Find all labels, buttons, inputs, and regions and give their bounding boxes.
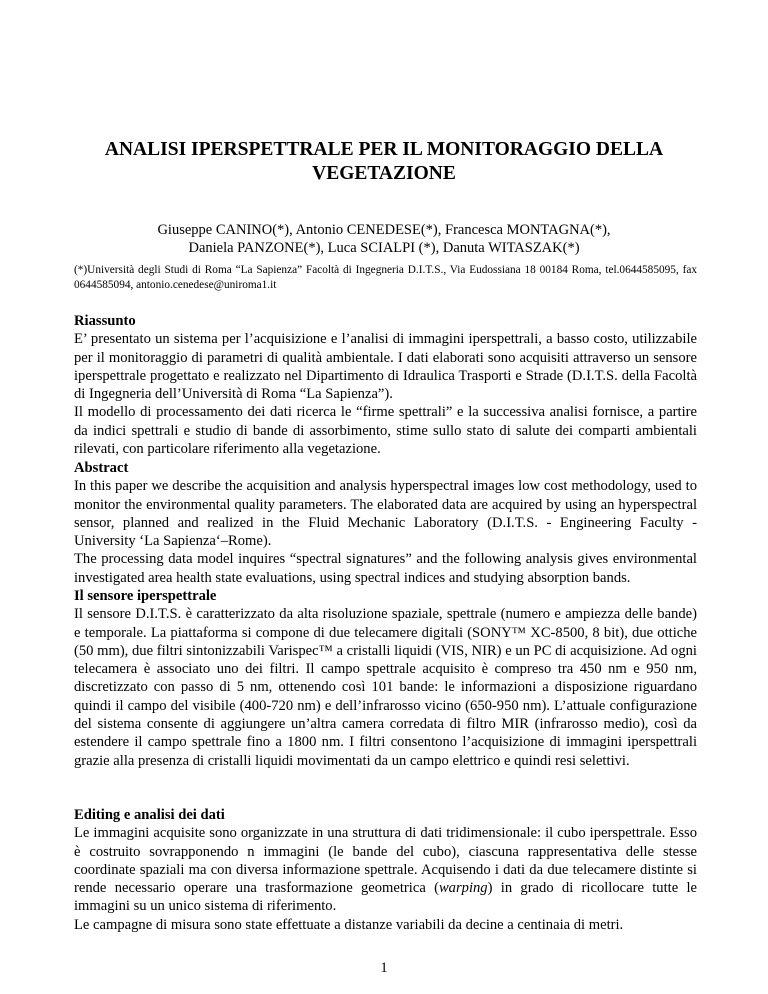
section-heading-sensore: Il sensore iperspettrale [74, 588, 217, 604]
section-riassunto [74, 312, 697, 458]
section-editing [74, 806, 697, 934]
section-heading-editing: Editing e analisi dei dati [74, 807, 225, 823]
section-heading-abstract: Abstract [74, 460, 129, 476]
editing-italic-term: warping [438, 880, 488, 897]
author-list [60, 221, 708, 257]
authors-line-2: Daniela PANZONE(*), Luca SCIALPI (*), Danuta WITASZAK(*) [188, 240, 580, 256]
section-sensore [74, 587, 697, 770]
paper-title [60, 138, 708, 186]
editing-paragraph-1 [74, 824, 697, 915]
authors-line-1: Giuseppe CANINO(*), Antonio CENEDESE(*), Francesca MONTAGNA(*), [157, 222, 611, 238]
title-line-1: ANALISI IPERSPETTRALE PER IL MONITORAGGIO DELLA [104, 139, 664, 160]
title-line-2: VEGETAZIONE [312, 163, 456, 184]
riassunto-paragraph-1: E’ presentato un sistema per l’acquisizione e l’analisi di immagini iperspettrali, a basso costo, utilizzabile per il monitoraggio di parametri di qualità ambientale. I dati elaborati sono acquisiti attraverso un sensore iperspettrale progettato e realizzato nel Dipartimento di Idraulica Trasporti e Strade (D.I.T.S. della Facoltà di Ingegneria dell’Università di Roma “La Sapienza”). [74, 331, 697, 403]
editing-paragraph-2: Le campagne di misura sono state effettuate a distanze variabili da decine a centinaia di metri. [74, 916, 624, 933]
editing-text-before: Le immagini acquisite sono organizzate in una struttura di dati tridimensionale: il cubo iperspettrale. Esso è costruito sovrapponendo n immagini (le bande del cubo), ciascuna rappresentativa delle stesse coordinate spaziali ma con diversa informazione spettrale. Acquisendo i dati da due telecamere distinte si rende necessario operare una trasformazione geometrica ( [74, 825, 697, 897]
abstract-paragraph-1: In this paper we describe the acquisition and analysis hyperspectral images low cost methodology, used to monitor the environmental quality parameters. The elaborated data are acquired by using an hyperspectral sensor, planned and realized in the Fluid Mechanic Laboratory (D.I.T.S. - Engineering Faculty - University ‘La Sapienza‘–Rome). [74, 478, 697, 550]
abstract-paragraph-2: The processing data model inquires “spectral signatures” and the following analysis gives environmental investigated area health state evaluations, using spectral indices and studying absorption bands. [74, 551, 697, 586]
riassunto-paragraph-2: Il modello di processamento dei dati ricerca le “firme spettrali” e la successiva analisi fornisce, a partire da indici spettrali e studio di bande di assorbimento, stime sullo stato di salute dei comparti ambientali rilevati, con particolare riferimento alla vegetazione. [74, 404, 697, 458]
section-heading-riassunto: Riassunto [74, 313, 136, 329]
page-number: 1 [380, 960, 388, 976]
editing-text-after: ) in grado di ricollocare tutte le immagini su un unico sistema di riferimento. [74, 880, 697, 915]
sensore-paragraph-1: Il sensore D.I.T.S. è caratterizzato da alta risoluzione spaziale, spettrale (numero e ampiezza delle bande) e temporale. La piattaforma si compone di due telecamere digitali (SONY™ XC-8500, 8 bit), due ottiche (50 mm), due filtri sintonizzabili Varispec™ a cristalli liquidi (VIS, NIR) e un PC di acquisizione. Ad ogni telecamera è associato uno dei filtri. Il campo spettrale acquisito è compreso tra 450 nm e 950 nm, discretizzato con passo di 5 nm, ottenendo così 101 bande: le informazioni a disposizione riguardano quindi il campo del visibile (400-720 nm) e dell’infrarosso vicino (650-950 nm). L’attuale configurazione del sistema consente di aggiungere un’altra camera corredata di filtro MIR (infrarosso medio), così da estendere il campo spettrale fino a 1800 nm. I filtri consentono l’acquisizione di immagini iperspettrali grazie alla presenza di cristalli liquidi movimentati da un campo elettrico e quindi resi selettivi. [74, 606, 697, 769]
section-abstract [74, 459, 697, 587]
affiliation: (*)Università degli Studi di Roma “La Sapienza” Facoltà di Ingegneria D.I.T.S., Via Eudossiana 18 00184 Roma, tel.0644585095, fax 0644585094, antonio.cenedese@uniroma1.it [74, 264, 697, 291]
